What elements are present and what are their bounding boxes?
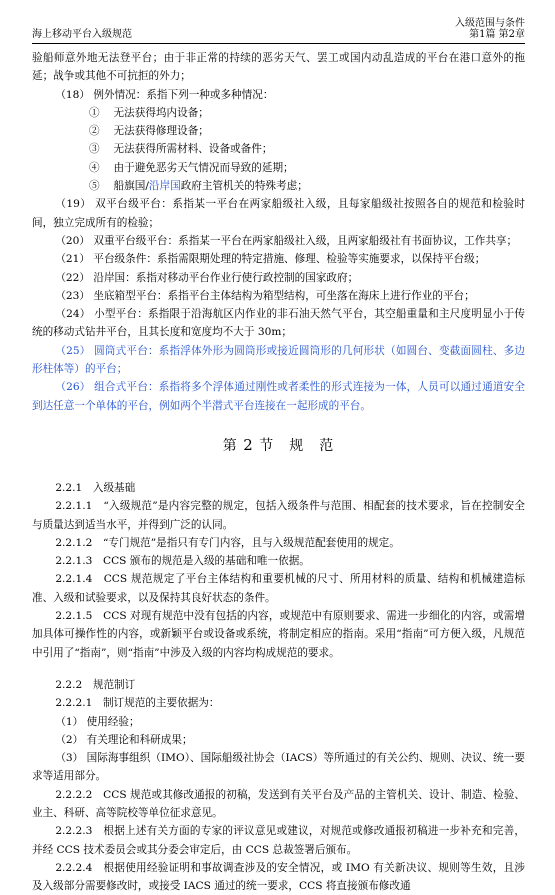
subsection-heading-222: 2.2.2 规范制订 — [55, 678, 136, 691]
definition-18: （18） 例外情况：系指下列一种或多种情况： — [55, 88, 274, 101]
list-item-3: （3） 国际海事组织（IMO）、国际船级社协会（IACS）等所通过的有关公约、规则、决议、统一要求等适用部分。 — [32, 752, 525, 783]
clause-2212: 2.2.1.2 “专门规范”是指只有专门内容，且与入级规范配套使用的规定。 — [55, 536, 400, 549]
section-number: 2 — [243, 435, 254, 454]
clause-2223: 2.2.2.3 根据上述有关方面的专家的评议意见或建议，对规范或修改通报初稿进一步补充和完善，并经 CCS 技术委员会或其分委会审定后，由 CCS 总裁签署后颁布。 — [32, 825, 525, 856]
clause-2214: 2.2.1.4 CCS 规范规定了平台主体结构和重要机械的尺寸、所用材料的质量、结构和机械建造标准、入级和试验要求，以及保持其良好状态的条件。 — [32, 573, 525, 604]
definition-24: （24） 小型平台：系指限于沿海航区内作业的非石油天然气平台，其空船重量和主尺度明显小于传统的移动式钻井平台，且其长度和宽度均不大于 30m； — [32, 308, 525, 339]
clause-2224: 2.2.2.4 根据使用经验证明和事故调查涉及的安全情况，或 IMO 有关新决议、规则等生效，且涉及入级部分需要修改时，或接受 IACS 通过的统一要求，CCS 将直接颁布修改通 — [32, 861, 525, 893]
definition-21: （21） 平台级条件：系指需限期处理的特定措施、修理、检验等实施要求，以保持平台级； — [55, 253, 486, 266]
definition-19: （19） 双平台级平台：系指某一平台在两家船级社入级，且每家船级社按照各自的规范和检验时间，独立完成所有的检验； — [32, 198, 525, 229]
definition-23: （23） 坐底箱型平台：系指平台主体结构为箱型结构，可坐落在海床上进行作业的平台； — [55, 289, 475, 302]
clause-2221: 2.2.2.1 制订规范的主要依据为： — [55, 697, 220, 710]
sub-item-5-highlight: 沿岸国 — [148, 180, 181, 193]
sub-item-3: ③ 无法获得所需材料、设备或备件； — [89, 143, 273, 156]
clause-2211: 2.2.1.1 “入级规范”是内容完整的规定，包括入级条件与范围、相配套的技术要求，旨在控制安全与质量达到适当水平，并得到广泛的认同。 — [32, 500, 525, 531]
page-header — [32, 8, 525, 44]
section-title — [32, 433, 525, 457]
section-title-pre: 第 — [222, 437, 238, 454]
sub-item-4: ④ 由于避免恶劣天气情况而导致的延期； — [89, 161, 294, 174]
paragraph: 验船师意外地无法登平台；由于非正常的持续的恶劣天气、罢工或国内动乱造成的平台在港口意外的拖延；战争或其他不可抗拒的外力； — [32, 52, 525, 83]
list-item-2: （2） 有关理论和科研成果； — [55, 733, 193, 746]
clause-2215: 2.2.1.5 CCS 对现有规范中没有包括的内容，或规范中有原则要求、需进一步细化的内容，或需增加具体可操作性的内容，或新颖平台或设备或系统，将制定相应的指南。采用“指南”可方便入级，凡规范中引用了“指南”，则“指南”中涉及入级的内容均构成规范的要求。 — [32, 610, 525, 659]
book-title: 海上移动平台入级规范 — [32, 29, 132, 40]
list-item-1: （1） 使用经验； — [55, 715, 140, 728]
clause-2213: 2.2.1.3 CCS 颁布的规范是入级的基础和唯一依据。 — [55, 555, 310, 568]
sub-item-2: ② 无法获得修理设备； — [89, 125, 209, 138]
sub-item-1: ① 无法获得坞内设备； — [89, 106, 209, 119]
definition-25: （25） 圆筒式平台：系指浮体外形为圆筒形或接近圆筒形的几何形状（如圆台、变截面圆柱、多边形柱体等）的平台； — [32, 344, 525, 376]
section-title-post: 节 规 范 — [259, 437, 335, 454]
sub-item-5-c: 政府主管机关的特殊考虑； — [180, 180, 308, 193]
document-body — [32, 49, 525, 895]
sub-item-5-a: ⑤ 船旗国/ — [89, 180, 149, 193]
subsection-heading-221: 2.2.1 入级基础 — [55, 481, 136, 494]
part-chapter-label: 第1篇 第2章 — [469, 29, 525, 40]
sub-item-5 — [32, 177, 525, 195]
definition-26: （26） 组合式平台：系指将多个浮体通过刚性或者柔性的形式连接为一体，人员可以通过通道安全到达任意一个单体的平台，例如两个半潜式平台连接在一起形成的平台。 — [32, 381, 525, 412]
clause-2222: 2.2.2.2 CCS 规范或其修改通报的初稿，发送到有关平台及产品的主管机关、设计、制造、检验、业主、科研、高等院校等单位征求意见。 — [32, 788, 525, 819]
definition-20: （20） 双重平台级平台：系指某一平台在两家船级社入级，且两家船级社有书面协议，工作共享； — [55, 234, 518, 247]
chapter-title: 入级范围与条件 — [455, 18, 525, 29]
definition-22: （22） 沿岸国：系指对移动平台作业行使行政控制的国家政府； — [55, 271, 359, 284]
